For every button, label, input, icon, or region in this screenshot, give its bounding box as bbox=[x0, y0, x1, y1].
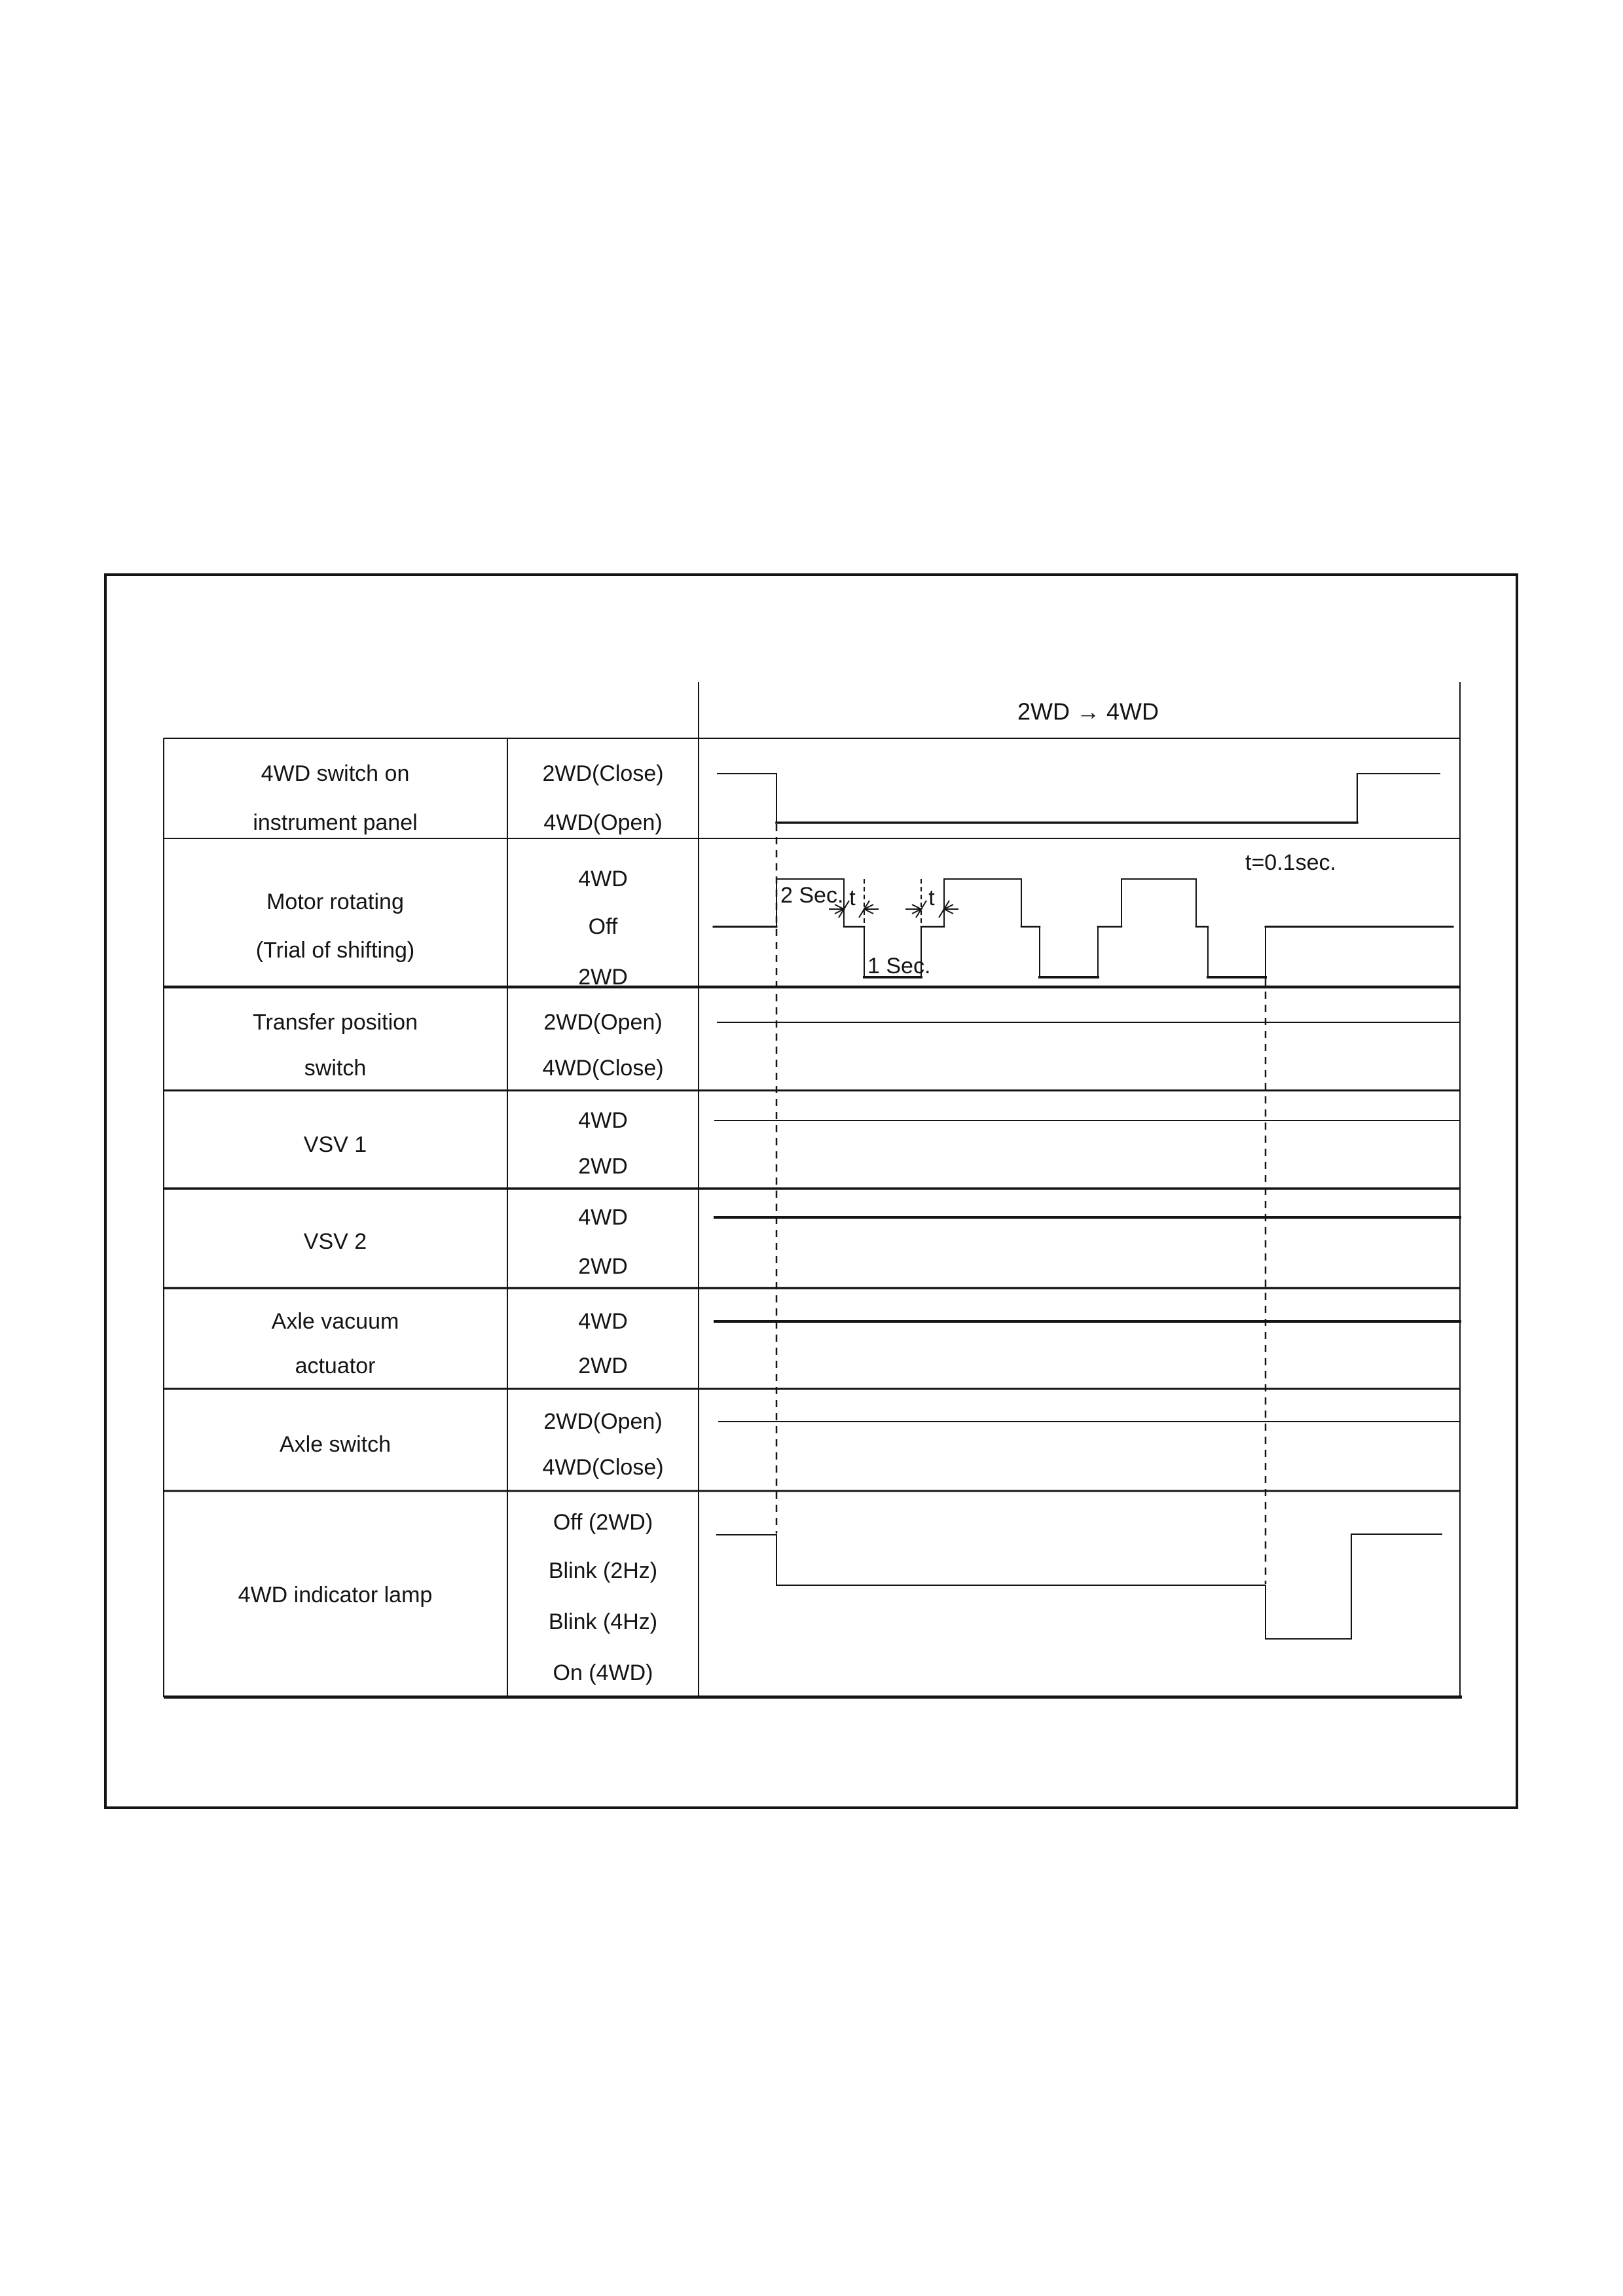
signal-name: actuator bbox=[295, 1354, 376, 1378]
signal-level-label: Blink (2Hz) bbox=[548, 1558, 658, 1583]
signal-level-label: 2WD(Close) bbox=[542, 761, 664, 786]
signal-level-label: 4WD bbox=[578, 867, 628, 891]
signal-level-label: 4WD bbox=[578, 1108, 628, 1133]
gap1-t-label: t bbox=[849, 886, 856, 910]
waveform-fourwd_switch bbox=[718, 774, 776, 823]
signal-name: 4WD indicator lamp bbox=[238, 1583, 433, 1607]
dimension-marks bbox=[829, 901, 958, 918]
dashed-guides bbox=[776, 824, 1266, 1584]
waveform-fourwd_indicator_lamp bbox=[717, 1534, 1442, 1639]
signal-level-label: Off bbox=[588, 914, 618, 939]
gap2-t-label: t bbox=[928, 886, 935, 910]
signal-level-label: 2WD bbox=[578, 1254, 628, 1279]
signal-level-label: On (4WD) bbox=[553, 1660, 653, 1685]
signal-name: VSV 2 bbox=[303, 1229, 367, 1254]
signal-name: (Trial of shifting) bbox=[255, 938, 415, 963]
signal-name: instrument panel bbox=[253, 810, 418, 835]
signal-name: VSV 1 bbox=[303, 1132, 367, 1157]
t-definition-label: t=0.1sec. bbox=[1245, 850, 1336, 875]
signal-level-label: 2WD bbox=[578, 1354, 628, 1378]
signal-level-label: 2WD bbox=[578, 965, 628, 990]
signal-level-label: Blink (4Hz) bbox=[548, 1609, 658, 1634]
signal-level-label: 4WD bbox=[578, 1309, 628, 1334]
outer-frame bbox=[105, 575, 1517, 1808]
pulse-on-duration-label: 2 Sec. bbox=[780, 883, 844, 908]
signal-level-label: 4WD(Close) bbox=[542, 1455, 664, 1480]
signal-name: 4WD switch on bbox=[261, 761, 410, 786]
signal-level-label: 4WD(Open) bbox=[543, 810, 663, 835]
signal-name: Axle switch bbox=[279, 1432, 392, 1457]
signal-level-label: 4WD(Close) bbox=[542, 1056, 664, 1081]
transition-header: 2WD → 4WD bbox=[1017, 698, 1159, 725]
signal-level-labels bbox=[542, 761, 663, 1685]
signal-name: switch bbox=[304, 1056, 367, 1081]
signal-level-label: Off (2WD) bbox=[553, 1510, 653, 1535]
signal-name-labels bbox=[238, 761, 433, 1607]
signal-level-label: 2WD(Open) bbox=[543, 1409, 663, 1434]
outer-border bbox=[105, 575, 1517, 1808]
waveform-fourwd_switch bbox=[1357, 774, 1440, 823]
signal-level-label: 2WD(Open) bbox=[543, 1010, 663, 1035]
waveform-motor_rotating bbox=[944, 879, 1021, 927]
signal-level-label: 2WD bbox=[578, 1154, 628, 1179]
signal-name: Axle vacuum bbox=[271, 1309, 399, 1334]
signal-level-label: 4WD bbox=[578, 1205, 628, 1230]
pulse-off-duration-label: 1 Sec. bbox=[867, 954, 931, 978]
signal-name: Transfer position bbox=[253, 1010, 418, 1035]
waveform-motor_rotating bbox=[1122, 879, 1196, 927]
signal-name: Motor rotating bbox=[266, 889, 404, 914]
